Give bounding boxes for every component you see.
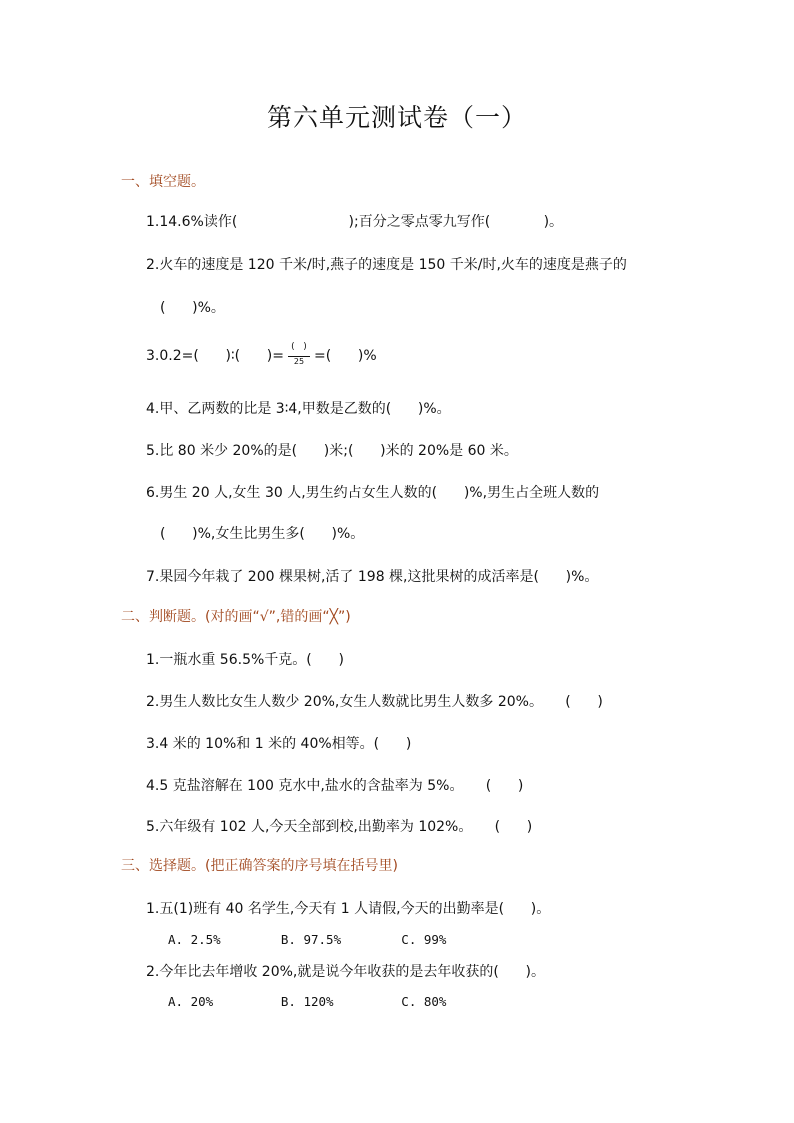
fill-question-7: 7.果园今年栽了 200 棵果树,活了 198 棵,这批果树的成活率是( )%。: [146, 569, 599, 585]
section-fill-in-heading: 一、填空题。: [121, 174, 205, 190]
judge-question-1: 1.一瓶水重 56.5%千克。( ): [146, 652, 344, 668]
choice-question-1: 1.五(1)班有 40 名学生,今天有 1 人请假,今天的出勤率是( )。: [146, 901, 551, 917]
choice-question-2: 2.今年比去年增收 20%,就是说今年收获的是去年收获的( )。: [146, 964, 545, 980]
fraction-numerator: ( ): [291, 342, 307, 352]
section-multiple-choice-heading: 三、选择题。(把正确答案的序号填在括号里): [121, 858, 398, 874]
fraction-denominator: 25: [293, 357, 305, 366]
fill-question-1: 1.14.6%读作( );百分之零点零九写作( )。: [146, 214, 564, 230]
choice-question-2-options: A. 20% B. 120% C. 80%: [168, 994, 447, 1009]
fill-question-6: 6.男生 20 人,女生 30 人,男生约占女生人数的( )%,男生占全班人数的: [146, 485, 600, 501]
fill-question-5: 5.比 80 米少 20%的是( )米;( )米的 20%是 60 米。: [146, 443, 518, 459]
judge-question-2: 2.男生人数比女生人数少 20%,女生人数就比男生人数多 20%。 ( ): [146, 694, 603, 710]
page-title: 第六单元测试卷（一）: [266, 103, 527, 132]
fill-question-2: 2.火车的速度是 120 千米/时,燕子的速度是 150 千米/时,火车的速度是燕子的: [146, 257, 627, 273]
section-true-false-heading: 二、判断题。(对的画“√”,错的画“╳”): [121, 609, 351, 625]
fill-question-6-continued: ( )%,女生比男生多( )%。: [160, 526, 365, 542]
judge-question-5: 5.六年级有 102 人,今天全部到校,出勤率为 102%。 ( ): [146, 819, 533, 835]
choice-question-1-options: A. 2.5% B. 97.5% C. 99%: [168, 932, 447, 947]
fill-question-2-continued: ( )%。: [160, 300, 225, 316]
judge-question-3: 3.4 米的 10%和 1 米的 40%相等。( ): [146, 736, 412, 752]
fraction: [286, 344, 312, 368]
fill-question-4: 4.甲、乙两数的比是 3∶4,甲数是乙数的( )%。: [146, 401, 451, 417]
fill-question-3: 3.0.2=( )∶( )= $\frac{( )}{25}$ =( )%: [146, 342, 377, 366]
judge-question-4: 4.5 克盐溶解在 100 克水中,盐水的含盐率为 5%。 ( ): [146, 778, 524, 794]
